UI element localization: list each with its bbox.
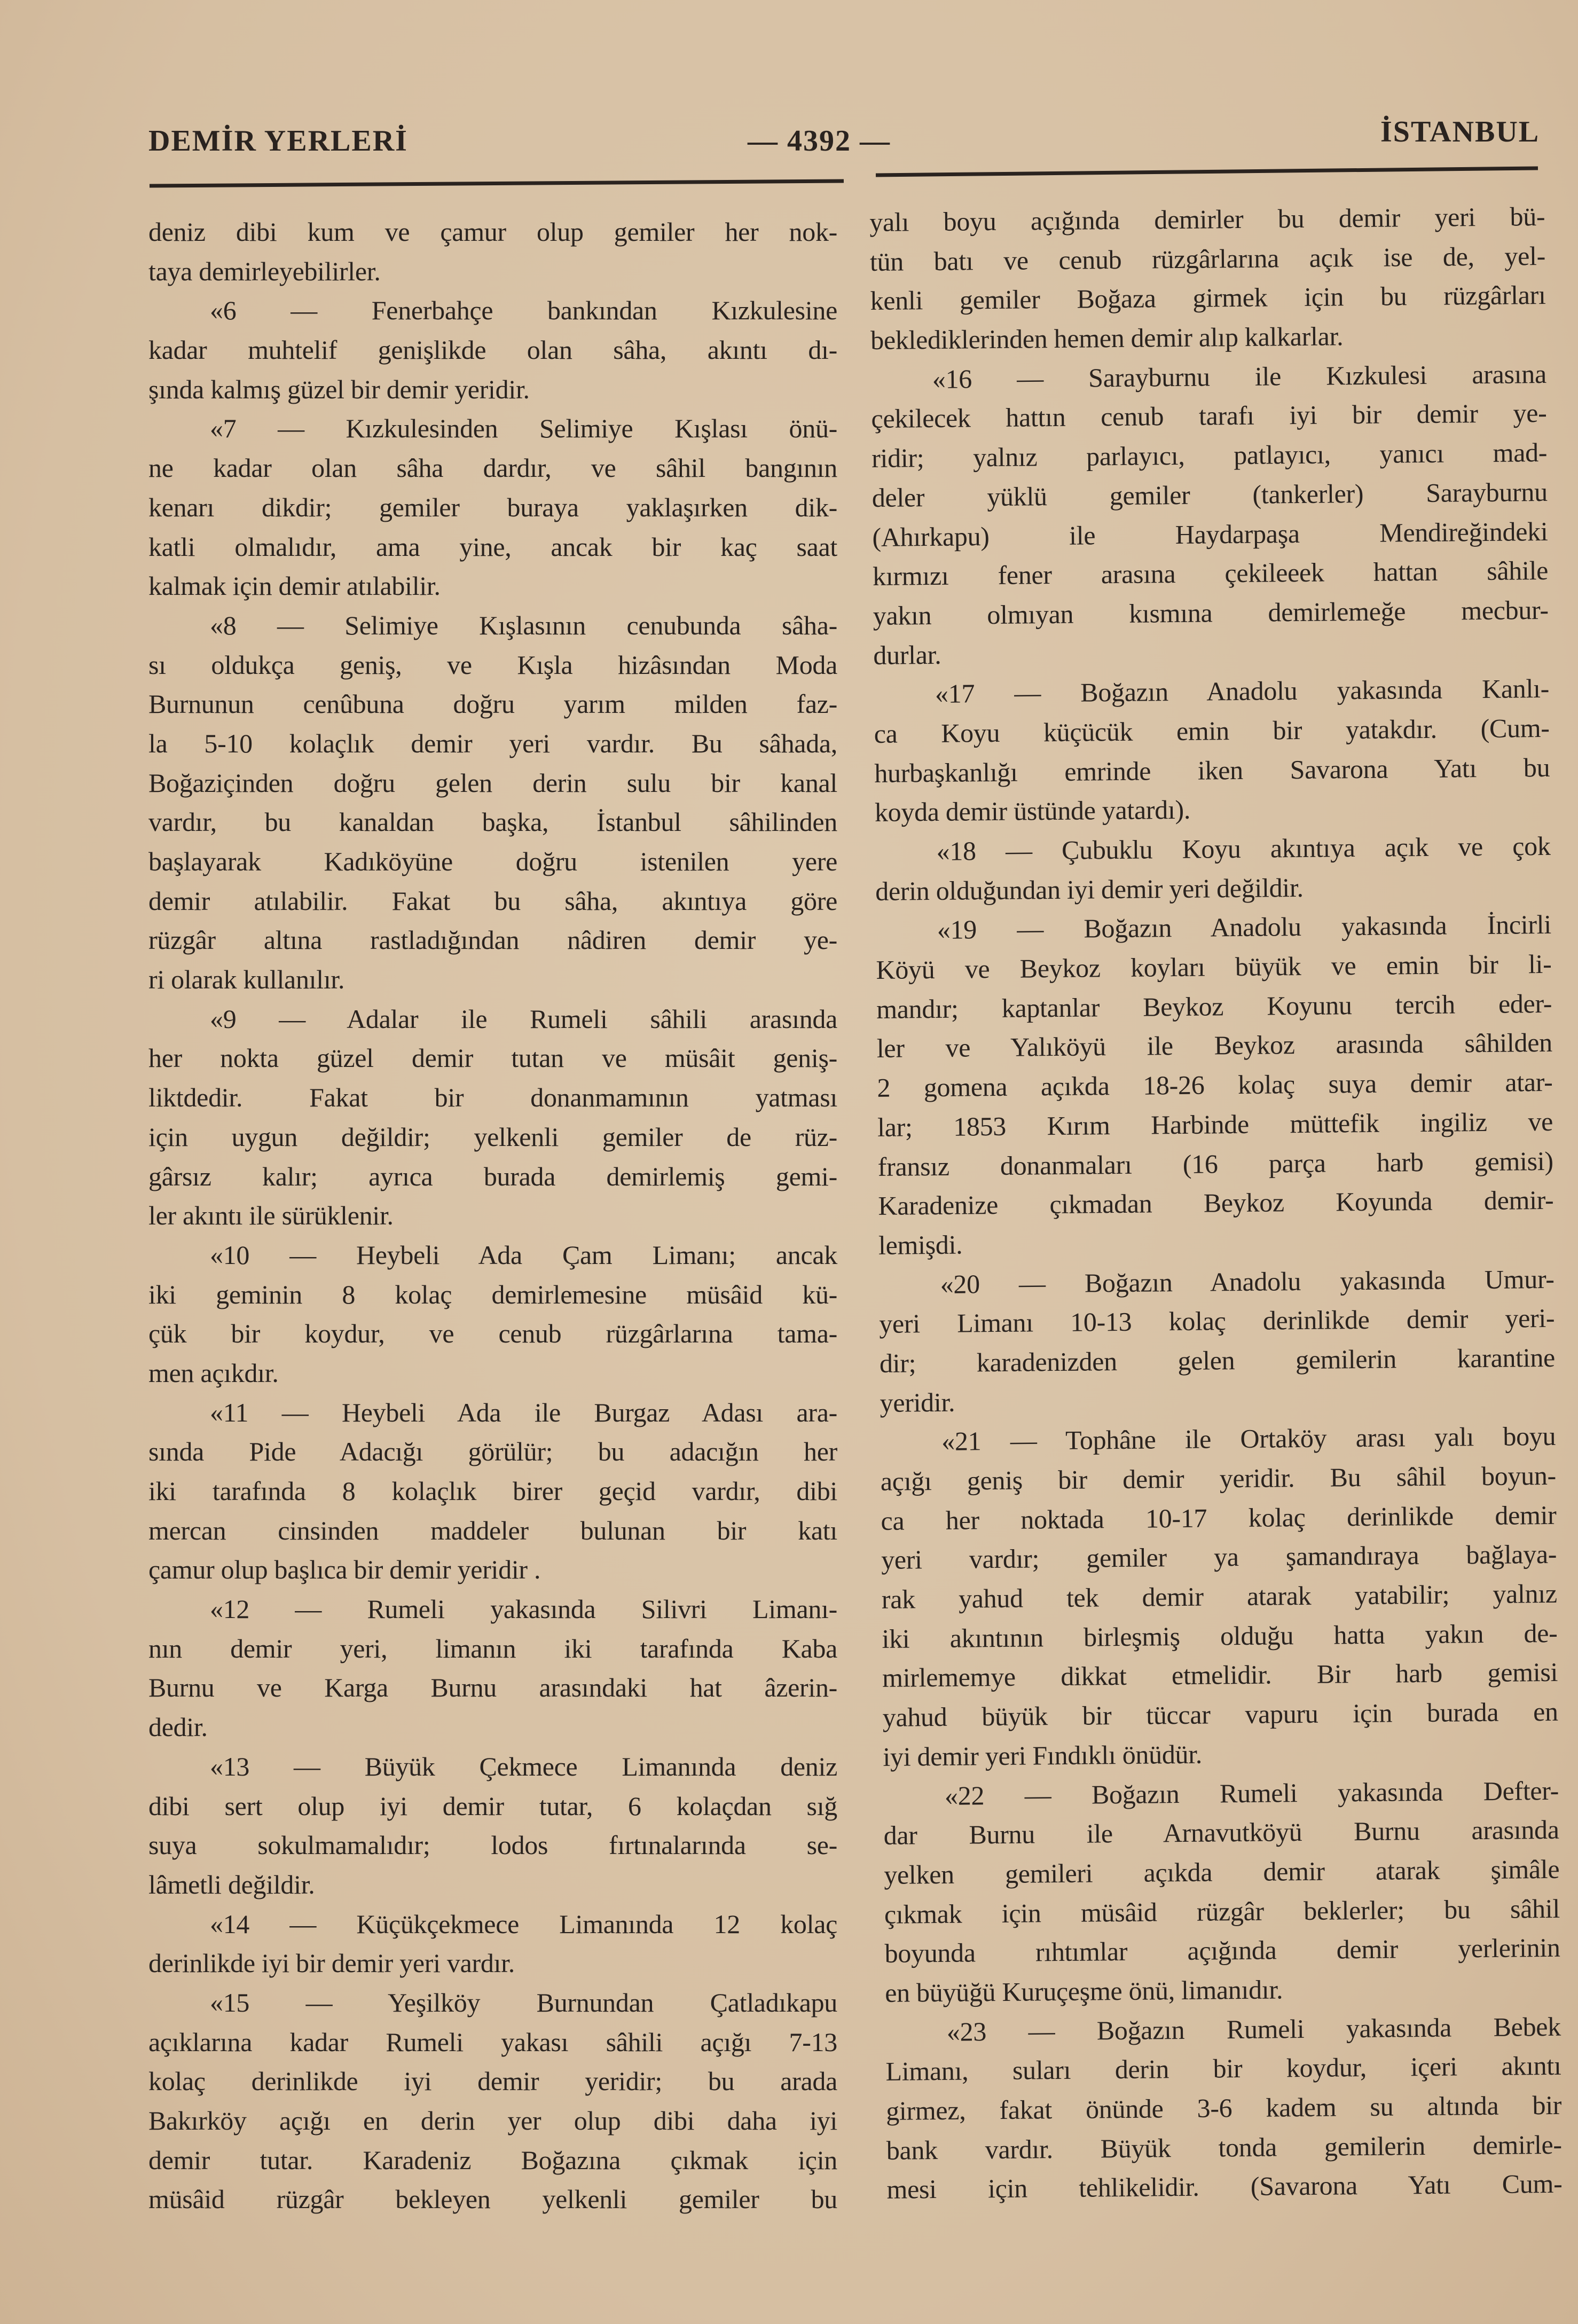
text-line: başlayarak Kadıköyüne doğru istenilen yere bbox=[148, 846, 837, 876]
text-line: «20 — Boğazın Anadolu yakasında Umur- bbox=[940, 1263, 1555, 1299]
text-line: «8 — Selimiye Kışlasının cenubunda sâha- bbox=[210, 610, 837, 640]
running-header-section: İSTANBUL bbox=[1380, 115, 1540, 148]
text-line: «7 — Kızkulesinden Selimiye Kışlası önü- bbox=[210, 413, 837, 444]
text-line: bank vardır. Büyük tonda gemilerin demirle- bbox=[886, 2129, 1563, 2165]
paragraph bbox=[148, 1983, 837, 2219]
text-line: Limanı, suları derin bir koydur, içeri akıntı bbox=[885, 2051, 1561, 2087]
text-line: açıklarına kadar Rumeli yakası sâhili açığı 7-13 bbox=[148, 2027, 837, 2057]
text-line: «9 — Adalar ile Rumeli sâhili arasında bbox=[210, 1003, 837, 1034]
text-line: dir; karadenizden gelen gemilerin karantine bbox=[879, 1342, 1556, 1378]
text-line: «13 — Büyük Çekmece Limanında deniz bbox=[210, 1751, 837, 1781]
text-line: derin olduğundan iyi demir yeri değildir. bbox=[875, 872, 1304, 906]
text-line: kadar muhtelif genişlikde olan sâha, akıntı dı- bbox=[148, 335, 837, 365]
paragraph bbox=[148, 213, 837, 291]
text-line: «16 — Sarayburnu ile Kızkulesi arasına bbox=[932, 358, 1547, 394]
text-line: ne kadar olan sâha dardır, ve sâhil bangının bbox=[148, 453, 837, 483]
text-line: için uygun değildir; yelkenli gemiler de rüz- bbox=[148, 1121, 837, 1152]
text-line: dar Burnu ile Arnavutköyü Burnu arasında bbox=[883, 1815, 1559, 1851]
text-line: nın demir yeri, limanın iki tarafında Kaba bbox=[148, 1633, 837, 1663]
text-line: şında kalmış güzel bir demir yeridir. bbox=[148, 374, 530, 404]
text-line: Burnu ve Karga Burnu arasındaki hat âzerin- bbox=[148, 1673, 837, 1703]
text-line: rak yahud tek demir atarak yatabilir; yalnız bbox=[881, 1578, 1558, 1614]
text-line: iki geminin 8 kolaç demirlemesine müsâid kü- bbox=[148, 1279, 837, 1309]
text-line: vardır, bu kanaldan başka, İstanbul sâhilinden bbox=[148, 807, 837, 837]
text-line: yalı boyu açığında demirler bu demir yeri bü- bbox=[869, 201, 1545, 237]
text-line: «6 — Fenerbahçe bankından Kızkulesine bbox=[210, 295, 837, 326]
text-line: dibi sert olup iyi demir tutar, 6 kolaçdan sığ bbox=[148, 1791, 837, 1821]
text-line: fransız donanmaları (16 parça harb gemisi) bbox=[877, 1145, 1553, 1182]
text-line: «18 — Çubuklu Koyu akıntıya açık ve çok bbox=[936, 830, 1551, 866]
text-line: çük bir koydur, ve cenub rüzgârlarına tama- bbox=[148, 1318, 837, 1349]
text-line: çıkmak için müsâid rüzgâr beklerler; bu sâhil bbox=[884, 1893, 1560, 1929]
text-line: «22 — Boğazın Rumeli yakasında Defter- bbox=[944, 1775, 1559, 1811]
text-line: mesi için tehlikelidir. (Savarona Yatı Cum- bbox=[886, 2169, 1563, 2205]
text-line: «19 — Boğazın Anadolu yakasında İncirli bbox=[937, 909, 1552, 945]
paragraph bbox=[148, 1236, 837, 1393]
text-line: Bakırköy açığı en derin yer olup dibi daha iyi bbox=[148, 2106, 837, 2135]
text-line: demir atılabilir. Fakat bu sâha, akıntıya göre bbox=[148, 885, 837, 916]
page-number: — 4392 — bbox=[748, 124, 891, 158]
text-column-left bbox=[148, 213, 837, 2219]
paragraph bbox=[148, 1747, 837, 1905]
paragraph bbox=[876, 905, 1555, 1265]
text-line: Köyü ve Beykoz koyları büyük ve emin bir li- bbox=[876, 948, 1552, 985]
text-line: boyunda rıhtımlar açığında demir yerlerinin bbox=[884, 1933, 1560, 1969]
paragraph bbox=[148, 1393, 837, 1590]
text-line: dedir. bbox=[148, 1712, 208, 1742]
text-line: (Ahırkapu) ile Haydarpaşa Mendireğindeki bbox=[872, 516, 1548, 552]
paragraph bbox=[885, 2007, 1563, 2209]
text-line: ca Koyu küçücük emin bir yatakdır. (Cum- bbox=[874, 712, 1550, 749]
text-line: lar; 1853 Kırım Harbinde müttefik ingiliz ve bbox=[877, 1106, 1553, 1142]
text-line: taya demirleyebilirler. bbox=[148, 256, 381, 286]
paragraph bbox=[871, 355, 1549, 676]
text-line: kenli gemiler Boğaza girmek için bu rüzgârları bbox=[870, 280, 1546, 316]
text-line: «17 — Boğazın Anadolu yakasında Kanlı- bbox=[935, 673, 1550, 709]
text-line: yeri vardır; gemiler ya şamandıraya bağlaya- bbox=[881, 1539, 1557, 1575]
text-line: «15 — Yeşilköy Burnundan Çatladıkapu bbox=[210, 1987, 837, 2017]
text-line: katli olmalıdır, ama yine, ancak bir kaç saat bbox=[148, 531, 837, 562]
text-line: deniz dibi kum ve çamur olup gemiler her nok- bbox=[148, 217, 837, 247]
text-line: koyda demir üstünde yatardı). bbox=[874, 795, 1191, 828]
text-line: çekilecek hattın cenub tarafı iyi bir demir ye- bbox=[871, 398, 1547, 434]
text-line: Karadenize çıkmadan Beykoz Koyunda demir- bbox=[878, 1185, 1554, 1221]
paragraph bbox=[148, 1590, 837, 1747]
text-line: demir tutar. Karadeniz Boğazına çıkmak için bbox=[148, 2145, 837, 2175]
text-line: ler akıntı ile sürüklenir. bbox=[148, 1200, 394, 1231]
text-line: iki tarafında 8 kolaçlık birer geçid vardır, dibi bbox=[148, 1476, 837, 1506]
text-line: Boğaziçinden doğru gelen derin sulu bir kanal bbox=[148, 767, 837, 798]
text-line: girmez, fakat önünde 3-6 kadem su altında bir bbox=[885, 2090, 1562, 2126]
text-line: lemişdi. bbox=[878, 1229, 963, 1260]
paragraph bbox=[148, 409, 837, 606]
text-line: çamur olup başlıca bir demir yeridir . bbox=[148, 1554, 541, 1585]
text-line: derinlikde iyi bir demir yeri vardır. bbox=[148, 1948, 515, 1978]
paragraph bbox=[148, 1000, 837, 1236]
text-line: «12 — Rumeli yakasında Silivri Limanı- bbox=[210, 1594, 837, 1624]
text-line: «10 — Heybeli Ada Çam Limanı; ancak bbox=[210, 1239, 837, 1270]
text-line: gârsız kalır; ayrıca burada demirlemiş gemi- bbox=[148, 1161, 837, 1191]
text-line: tün batı ve cenub rüzgârlarına açık ise de, yel- bbox=[869, 240, 1546, 277]
text-line: kalmak için demir atılabilir. bbox=[148, 571, 441, 601]
paragraph bbox=[874, 669, 1551, 833]
text-line: yeri Limanı 10-13 kolaç derinlikde demir yeri- bbox=[879, 1303, 1555, 1339]
text-line: yeridir. bbox=[880, 1387, 955, 1418]
text-line: en büyüğü Kuruçeşme önü, limanıdır. bbox=[885, 1974, 1283, 2008]
text-line: ler ve Yalıköyü ile Beykoz arasında sâhilden bbox=[876, 1027, 1553, 1064]
text-line: durlar. bbox=[873, 639, 941, 670]
text-line: kolaç derinlikde iyi demir yeridir; bu arada bbox=[148, 2066, 837, 2097]
text-line: açığı geniş bir demir yeridir. Bu sâhil boyun- bbox=[880, 1460, 1557, 1496]
text-line: deler yüklü gemiler (tankerler) Sarayburnu bbox=[872, 476, 1548, 513]
text-line: sında Pide Adacığı görülür; bu adacığın her bbox=[148, 1436, 837, 1467]
text-line: liktdedir. Fakat bir donanmamının yatması bbox=[148, 1082, 837, 1113]
text-line: yelken gemileri açıkda demir atarak şimâle bbox=[884, 1854, 1560, 1890]
text-line: lâmetli değildir. bbox=[148, 1869, 315, 1899]
text-line: kenarı dikdir; gemiler buraya yaklaşırken dik- bbox=[148, 492, 837, 522]
text-line: Burnunun cenûbuna doğru yarım milden faz- bbox=[148, 689, 837, 719]
paragraph bbox=[148, 1905, 837, 1983]
text-line: 2 gomena açıkda 18-26 kolaç suya demir atar- bbox=[877, 1067, 1553, 1103]
paragraph bbox=[880, 1417, 1559, 1777]
text-line: mirlememye dikkat etmelidir. Bir harb gemisi bbox=[882, 1657, 1558, 1693]
text-line: ca her noktada 10-17 kolaç derinlikde demir bbox=[881, 1499, 1557, 1536]
text-line: iyi demir yeri Fındıklı önüdür. bbox=[883, 1739, 1203, 1772]
paragraph bbox=[869, 197, 1546, 360]
text-line: hurbaşkanlığı emrinde iken Savarona Yatı bu bbox=[874, 752, 1550, 788]
text-line: rüzgâr altına rastladığından nâdiren demir ye- bbox=[148, 925, 837, 955]
text-line: kırmızı fener arasına çekileeek hattan sâhile bbox=[872, 555, 1549, 592]
text-line: beklediklerinden hemen demir alıp kalkarlar. bbox=[870, 321, 1344, 356]
text-line: müsâid rüzgâr bekleyen yelkenli gemiler bu bbox=[148, 2184, 837, 2215]
text-line: «21 — Tophâne ile Ortaköy arası yalı boyu bbox=[941, 1421, 1556, 1457]
text-line: ri olarak kullanılır. bbox=[148, 964, 345, 995]
text-line: mandır; kaptanlar Beykoz Koyunu tercih eder- bbox=[876, 988, 1552, 1024]
text-line: «23 — Boğazın Rumeli yakasında Bebek bbox=[946, 2011, 1561, 2047]
text-column-right bbox=[869, 197, 1563, 2210]
paragraph bbox=[883, 1771, 1561, 2013]
text-line: «11 — Heybeli Ada ile Burgaz Adası ara- bbox=[210, 1397, 837, 1427]
paragraph bbox=[875, 827, 1551, 911]
paragraph bbox=[148, 291, 837, 409]
text-line: sı oldukça geniş, ve Kışla hizâsından Moda bbox=[148, 649, 837, 680]
text-line: «14 — Küçükçekmece Limanında 12 kolaç bbox=[210, 1909, 837, 1939]
text-line: yahud büyük bir tüccar vapuru için burada en bbox=[882, 1696, 1558, 1733]
text-line: yakın olmıyan kısmına demirlemeğe mecbur- bbox=[873, 594, 1549, 631]
text-line: mercan cinsinden maddeler bulunan bir katı bbox=[148, 1515, 837, 1545]
paragraph bbox=[878, 1259, 1556, 1423]
running-header-title: DEMİR YERLERİ bbox=[148, 124, 408, 158]
text-line: men açıkdır. bbox=[148, 1357, 279, 1388]
paragraph bbox=[148, 606, 837, 1000]
text-line: ridir; yalnız parlayıcı, patlayıcı, yanıcı mad- bbox=[871, 437, 1548, 474]
text-line: la 5-10 kolaçlık demir yeri vardır. Bu sâhada, bbox=[148, 728, 837, 758]
text-line: iki akıntının birleşmiş olduğu hatta yakın de- bbox=[882, 1618, 1558, 1654]
text-line: suya sokulmamalıdır; lodos fırtınalarında se- bbox=[148, 1830, 837, 1860]
text-line: her nokta güzel demir tutan ve müsâit geniş- bbox=[148, 1043, 837, 1073]
